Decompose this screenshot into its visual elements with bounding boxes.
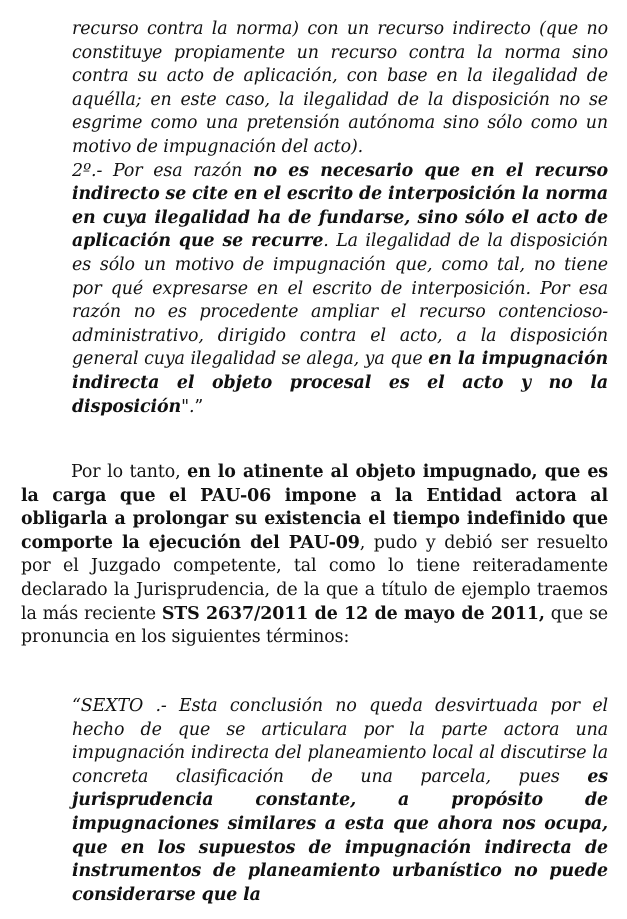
quoted-passage	[72, 18, 608, 419]
quote-emphasis: es jurisprudencia constante, a propósito de impugnaciones similares a esta que ahora nos ocupa, que en los supuestos de impugnación indirecta de instrumentos de planeamiento urbanístico no puede considerarse que la	[72, 766, 608, 905]
quoted-passage	[72, 695, 608, 907]
quote-text: “SEXTO .- Esta conclusión no queda desvirtuada por el hecho de que se articulara por la parte actora una impugnación indirecta del planeamiento local al discutirse la concreta clasificación de una parcela, pues	[72, 696, 608, 787]
quote-text: . La ilegalidad de la disposición es sólo un motivo de impugnación que, como tal, no tiene por qué expresarse en el escrito de interposición. Por esa razón no es procedente ampliar el recurso contencioso-administrativo, dirigido contra el acto, a la disposición general cuya ilegalidad se alega, ya que	[72, 231, 608, 370]
quote-emphasis: en la impugnación indirecta el objeto procesal es el acto y no la disposición	[72, 349, 608, 417]
paragraph-text: Por lo tanto,	[71, 462, 188, 482]
paragraph-text: , pudo y debió ser resuelto por el Juzgado competente, tal como lo tiene reiteradamente declarado la Jurisprudencia, de la que a título de ejemplo traemos la más reciente	[21, 532, 608, 624]
closing-quote-mark: ”	[194, 396, 204, 417]
quote-text: 2º.- Por esa razón	[72, 160, 253, 181]
quote-text: ".	[181, 396, 195, 417]
body-paragraph	[21, 461, 608, 650]
quote-emphasis: no es necesario que en el recurso indirecto se cite en el escrito de interposición la norma en cuya ilegalidad ha de fundarse, sino sólo el acto de aplicación que se recurre	[72, 160, 608, 252]
quote-text: recurso contra la norma) con un recurso indirecto (que no constituye propiamente un recurso contra la norma sino contra su acto de aplicación, con base en la ilegalidad de aquélla; en este caso, la ilegalidad de la disposición no se esgrime como una pretensión autónoma sino sólo como un motivo de impugnación del acto).	[72, 19, 608, 157]
paragraph-text: que se pronuncia en los siguientes términos:	[21, 603, 608, 648]
paragraph-emphasis: en lo atinente al objeto impugnado, que es la carga que el PAU-06 impone a la Entidad actora al obligarla a prolongar su existencia el tiempo indefinido que comporte la ejecución del PAU-09	[21, 462, 608, 553]
case-reference: STS 2637/2011 de 12 de mayo de 2011,	[161, 603, 545, 624]
